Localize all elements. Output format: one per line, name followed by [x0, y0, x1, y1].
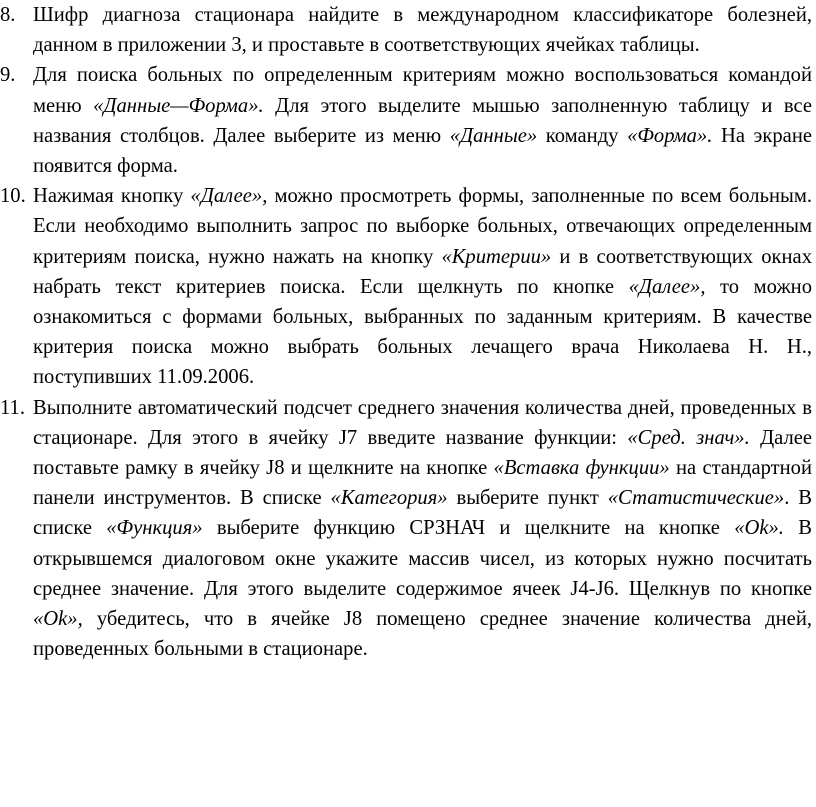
text-run: Нажимая кнопку — [33, 185, 191, 208]
text-run: можно просмотреть формы, заполненные по всем больным. Если необходимо выполнить запрос по выборке больных, отвечающих определенным критериям поиска, нужно нажать на кнопку — [33, 185, 812, 268]
text-run: команду — [537, 124, 628, 147]
item-text — [33, 64, 812, 177]
text-run: выберите функцию СРЗНАЧ и щелкните на кнопке — [202, 517, 735, 540]
italic-term: «Ok». — [734, 517, 784, 540]
list-item-9 — [0, 60, 812, 181]
italic-term: «Сред. знач». — [627, 426, 750, 449]
text-run: убедитесь, что в ячейке J8 помещено среднее значение количества дней, проведенных больными в стационаре. — [33, 608, 812, 661]
italic-term: «Критерии» — [441, 245, 552, 268]
text-run: то можно ознакомиться с формами больных, выбранных по заданным критериям. В качестве критерия поиска можно выбрать больных лечащего врача Николаева Н. Н., поступивших 11.09.2006. — [33, 275, 812, 389]
text-run: Далее поставьте рамку в ячейку J8 и щелкните на кнопке — [33, 426, 813, 480]
item-text — [33, 185, 812, 388]
italic-term: «Категория» — [330, 487, 448, 510]
italic-term: «Статистические» — [607, 487, 785, 510]
text-run: Для поиска больных по определенным критериям можно воспользоваться командой меню — [33, 64, 812, 117]
text-run: На экране появится форма. — [33, 124, 812, 178]
italic-term: «Форма». — [627, 124, 713, 147]
italic-term: «Вставка функции» — [493, 457, 670, 480]
text-run: . В списке — [33, 487, 812, 540]
text-run: Выполните автоматический подсчет среднего значения количества дней, проведенных в стационаре. Для этого в ячейку J7 введите название функции: — [33, 396, 812, 449]
text-run: Для этого выделите мышью заполненную таблицу и все названия столбцов. Далее выберите из меню — [33, 94, 812, 147]
item-number: 11. — [0, 396, 25, 419]
text-run: В открывшемся диалоговом окне укажите массив чисел, из которых нужно посчитать среднее значение. Для этого выделите содержимое ячеек J4-J6. Щелкнув по кнопке — [33, 517, 812, 600]
text-run: на стандартной панели инструментов. В списке — [33, 457, 812, 510]
item-text — [33, 397, 812, 661]
italic-term: «Далее», — [190, 185, 268, 208]
italic-term: «Данные» — [449, 124, 538, 147]
text-run: и в соответствующих окнах набрать текст критериев поиска. Если щелкнуть по кнопке — [33, 245, 812, 298]
list-item-11 — [0, 393, 812, 665]
text-run: выберите пункт — [447, 487, 608, 510]
italic-term: «Функция» — [106, 517, 203, 540]
italic-term: «Данные—Форма». — [93, 94, 264, 117]
item-number: 8. — [0, 4, 16, 26]
item-text — [33, 4, 812, 56]
italic-term: «Далее», — [628, 275, 706, 298]
list-item-8 — [0, 0, 812, 60]
list-item-10 — [0, 181, 812, 392]
item-number: 10. — [0, 185, 26, 208]
italic-term: «Ok», — [33, 608, 83, 631]
text-run: Шифр диагноза стационара найдите в международном классификаторе болезней, данном в приложении 3, и проставьте в соответствующих ячейках таблицы. — [33, 4, 812, 57]
item-number: 9. — [0, 64, 16, 87]
